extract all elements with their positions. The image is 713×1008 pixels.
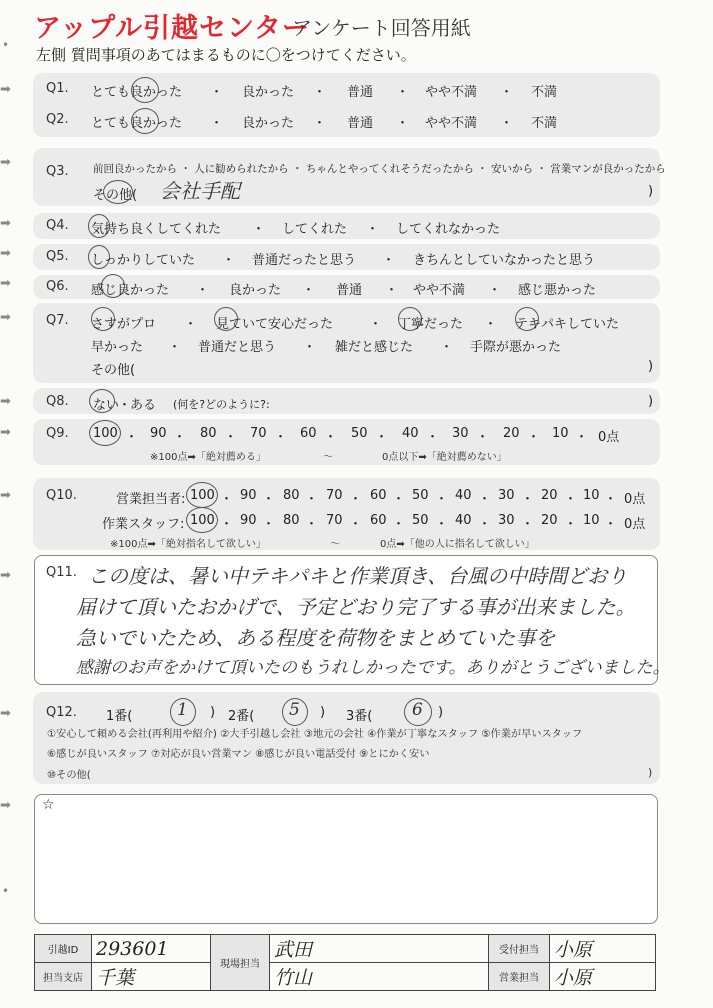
q7-option-4[interactable]: テキパキしていた — [515, 317, 620, 332]
q10-number: Q10. — [46, 488, 77, 503]
q9-number: Q9. — [46, 426, 69, 441]
q10-note-mid: 〜 — [330, 539, 340, 550]
arrow-icon: ➡ — [0, 216, 11, 231]
q10-staff-score-80[interactable]: 80 — [283, 513, 300, 528]
q6-option-1[interactable]: 感じ良かった — [91, 283, 170, 298]
arrow-icon: ➡ — [0, 706, 11, 721]
q10-staff-score-10[interactable]: 10 — [583, 513, 600, 528]
q10-staff-score-90[interactable]: 90 — [240, 513, 257, 528]
q10-sales-score-50[interactable]: 50 — [412, 488, 429, 503]
q10-staff-score-40[interactable]: 40 — [455, 513, 472, 528]
q9-score-50[interactable]: 50 — [351, 426, 368, 441]
q6-option-4[interactable]: やや不満 — [413, 283, 466, 298]
dot-icon: • — [2, 884, 10, 898]
q9-score-100[interactable]: 100 — [93, 426, 118, 441]
q10-sales-score-90[interactable]: 90 — [240, 488, 257, 503]
q12-number: Q12. — [46, 705, 77, 720]
q5-option-3[interactable]: きちんとしていなかったと思う — [413, 253, 596, 268]
q1-option-2[interactable]: 良かった — [242, 85, 295, 100]
branch-label: 担当支店 — [35, 963, 92, 991]
q10-sales-score-40[interactable]: 40 — [455, 488, 472, 503]
q7-option-2[interactable]: 見ていて安心だった — [216, 317, 334, 332]
reception-label: 受付担当 — [489, 935, 550, 963]
q9-score-10[interactable]: 10 — [552, 426, 569, 441]
q9-score-30[interactable]: 30 — [452, 426, 469, 441]
q8-option-some[interactable]: ある — [130, 398, 157, 413]
q9-note-right: 0点以下➡「絶対薦めない」 — [382, 452, 507, 463]
brand-title: アップル引越センター — [34, 13, 310, 44]
q10-sales-score-60[interactable]: 60 — [370, 488, 387, 503]
q12-rank1-value[interactable]: 1 — [177, 700, 188, 720]
q4-option-3[interactable]: してくれなかった — [396, 222, 501, 237]
q4-number: Q4. — [46, 218, 69, 233]
q10-sales-score-80[interactable]: 80 — [283, 488, 300, 503]
move-id-value: 293601 — [92, 935, 211, 963]
q10-sales-score-70[interactable]: 70 — [326, 488, 343, 503]
q8-option-none[interactable]: ない — [93, 398, 120, 413]
q9-note-mid: 〜 — [323, 452, 333, 463]
q11-comment-line-3: 急いでいたため、ある程度を荷物をまとめていた事を — [76, 626, 556, 650]
q10-staff-score-100[interactable]: 100 — [190, 513, 215, 528]
q7-other-label[interactable]: その他( — [91, 363, 136, 378]
q12-rank3-label: 3番( — [346, 709, 373, 724]
q6-option-5[interactable]: 感じ悪かった — [518, 283, 597, 298]
q10-staff-score-60[interactable]: 60 — [370, 513, 387, 528]
q12-rank3-value[interactable]: 6 — [412, 700, 423, 720]
q12-rank2-value[interactable]: 5 — [289, 700, 300, 720]
arrow-icon: ➡ — [0, 310, 11, 325]
q10-staff-score-0[interactable]: 0点 — [624, 517, 646, 532]
staff-info-table — [34, 934, 656, 991]
q6-option-2[interactable]: 良かった — [229, 283, 282, 298]
q12-other-label[interactable]: ⑩その他( — [47, 770, 91, 781]
arrow-icon: ➡ — [0, 155, 11, 170]
q1-option-4[interactable]: やや不満 — [425, 85, 478, 100]
q6-option-3[interactable]: 普通 — [336, 283, 363, 298]
q9-note-left: ※100点➡「絶対薦める」 — [150, 452, 266, 463]
q8-hint: (何を?どのように?: — [173, 398, 270, 411]
q10-staff-score-30[interactable]: 30 — [498, 513, 515, 528]
q9-score-40[interactable]: 40 — [402, 426, 419, 441]
q3-options-line[interactable]: 前回良かったから ・ 人に勧められたから ・ ちゃんとやってくれそうだったから ・ 安いから ・ 営業マンが良かったから — [93, 163, 666, 175]
q2-option-1[interactable]: とても良かった — [91, 116, 183, 131]
arrow-icon: ➡ — [0, 82, 11, 97]
reception-value: 小原 — [550, 935, 656, 963]
q12-choices-line-2: ⑥感じが良いスタッフ ⑦対応が良い営業マン ⑧感じが良い電話受付 ⑨とにかく安い — [47, 749, 430, 760]
q7-option-5[interactable]: 早かった — [91, 340, 144, 355]
q3-other-value[interactable]: 会社手配 — [160, 179, 240, 203]
q10-note-right: 0点➡「他の人に指名して欲しい」 — [380, 539, 535, 550]
q1-number: Q1. — [46, 81, 69, 96]
q1-option-3[interactable]: 普通 — [347, 85, 374, 100]
arrow-icon: ➡ — [0, 568, 11, 583]
q4-option-1[interactable]: 気持ち良くしてくれた — [91, 222, 222, 237]
q12-rank2-label: 2番( — [228, 709, 255, 724]
q3-number: Q3. — [46, 164, 69, 179]
arrow-icon: ➡ — [0, 425, 11, 440]
q8-number: Q8. — [46, 394, 69, 409]
dot-icon: • — [2, 38, 10, 52]
q11-comment-line-2: 届けて頂いたおかげで、予定どおり完了する事が出来ました。 — [76, 595, 636, 619]
q1-option-5[interactable]: 不満 — [531, 85, 558, 100]
q10-sales-score-30[interactable]: 30 — [498, 488, 515, 503]
q1-option-1[interactable]: とても良かった — [91, 85, 183, 100]
q2-option-3[interactable]: 普通 — [347, 116, 374, 131]
q9-score-90[interactable]: 90 — [150, 426, 167, 441]
instruction-text: 左側 質問事項のあてはまるものに〇をつけてください。 — [36, 46, 416, 64]
q3-selection-circle — [103, 180, 133, 204]
q10-sales-score-10[interactable]: 10 — [583, 488, 600, 503]
q7-option-7[interactable]: 雑だと感じた — [335, 340, 414, 355]
arrow-icon: ➡ — [0, 798, 11, 813]
q2-option-2[interactable]: 良かった — [242, 116, 295, 131]
q10-sales-score-100[interactable]: 100 — [190, 488, 215, 503]
q7-option-3[interactable]: 丁寧だった — [398, 317, 464, 332]
q11-comment-line-1: この度は、暑い中テキパキと作業頂き、台風の中時間どおり — [88, 564, 628, 588]
arrow-icon: ➡ — [0, 488, 11, 503]
q10-staff-score-20[interactable]: 20 — [541, 513, 558, 528]
star-icon: ☆ — [42, 797, 55, 813]
q12-choices-line-1: ①安心して頼める会社(再利用や紹介) ②大手引越し会社 ③地元の会社 ④作業が丁寧なスタッフ ⑤作業が早いスタッフ — [47, 729, 583, 740]
q2-option-4[interactable]: やや不満 — [425, 116, 478, 131]
arrow-icon: ➡ — [0, 246, 11, 261]
q10-staff-score-50[interactable]: 50 — [412, 513, 429, 528]
q10-note-left: ※100点➡「絶対指名して欲しい」 — [110, 539, 266, 550]
move-id-label: 引越ID — [35, 935, 92, 963]
q9-score-0[interactable]: 0点 — [598, 430, 620, 445]
sales-value: 小原 — [550, 963, 656, 991]
q7-option-1[interactable]: さすがプロ — [91, 317, 157, 332]
site-staff-2: 竹山 — [270, 963, 489, 991]
q7-number: Q7. — [46, 313, 69, 328]
q12-rank1-label: 1番( — [106, 709, 133, 724]
q2-option-5[interactable]: 不満 — [531, 116, 558, 131]
q10-staff-label: 作業スタッフ: — [102, 517, 185, 532]
free-comment-box[interactable] — [34, 794, 658, 924]
q11-comment-line-4: 感謝のお声をかけて頂いたのもうれしかったです。ありがとうございました。 — [76, 658, 670, 678]
q6-number: Q6. — [46, 279, 69, 294]
q9-score-70[interactable]: 70 — [250, 426, 267, 441]
q5-option-1[interactable]: しっかりしていた — [91, 253, 196, 268]
q11-number: Q11. — [46, 565, 77, 580]
q10-sales-score-0[interactable]: 0点 — [624, 492, 646, 507]
q7-option-8[interactable]: 手際が悪かった — [470, 340, 562, 355]
branch-value: 千葉 — [92, 963, 211, 991]
q10-sales-label: 営業担当者: — [116, 492, 186, 507]
q7-option-6[interactable]: 普通だと思う — [198, 340, 277, 355]
q5-number: Q5. — [46, 249, 69, 264]
q5-option-2[interactable]: 普通だったと思う — [252, 253, 357, 268]
q9-score-80[interactable]: 80 — [200, 426, 217, 441]
form-subtitle: アンケート回答用紙 — [292, 16, 471, 40]
q9-score-60[interactable]: 60 — [300, 426, 317, 441]
sales-label: 営業担当 — [489, 963, 550, 991]
q9-score-20[interactable]: 20 — [503, 426, 520, 441]
q10-sales-score-20[interactable]: 20 — [541, 488, 558, 503]
arrow-icon: ➡ — [0, 276, 11, 291]
q3-other-label[interactable]: その他( — [93, 188, 138, 203]
q10-staff-score-70[interactable]: 70 — [326, 513, 343, 528]
arrow-icon: ➡ — [0, 394, 11, 409]
site-staff-label: 現場担当 — [211, 935, 270, 991]
q4-option-2[interactable]: してくれた — [282, 222, 348, 237]
q2-number: Q2. — [46, 112, 69, 127]
site-staff-1: 武田 — [270, 935, 489, 963]
